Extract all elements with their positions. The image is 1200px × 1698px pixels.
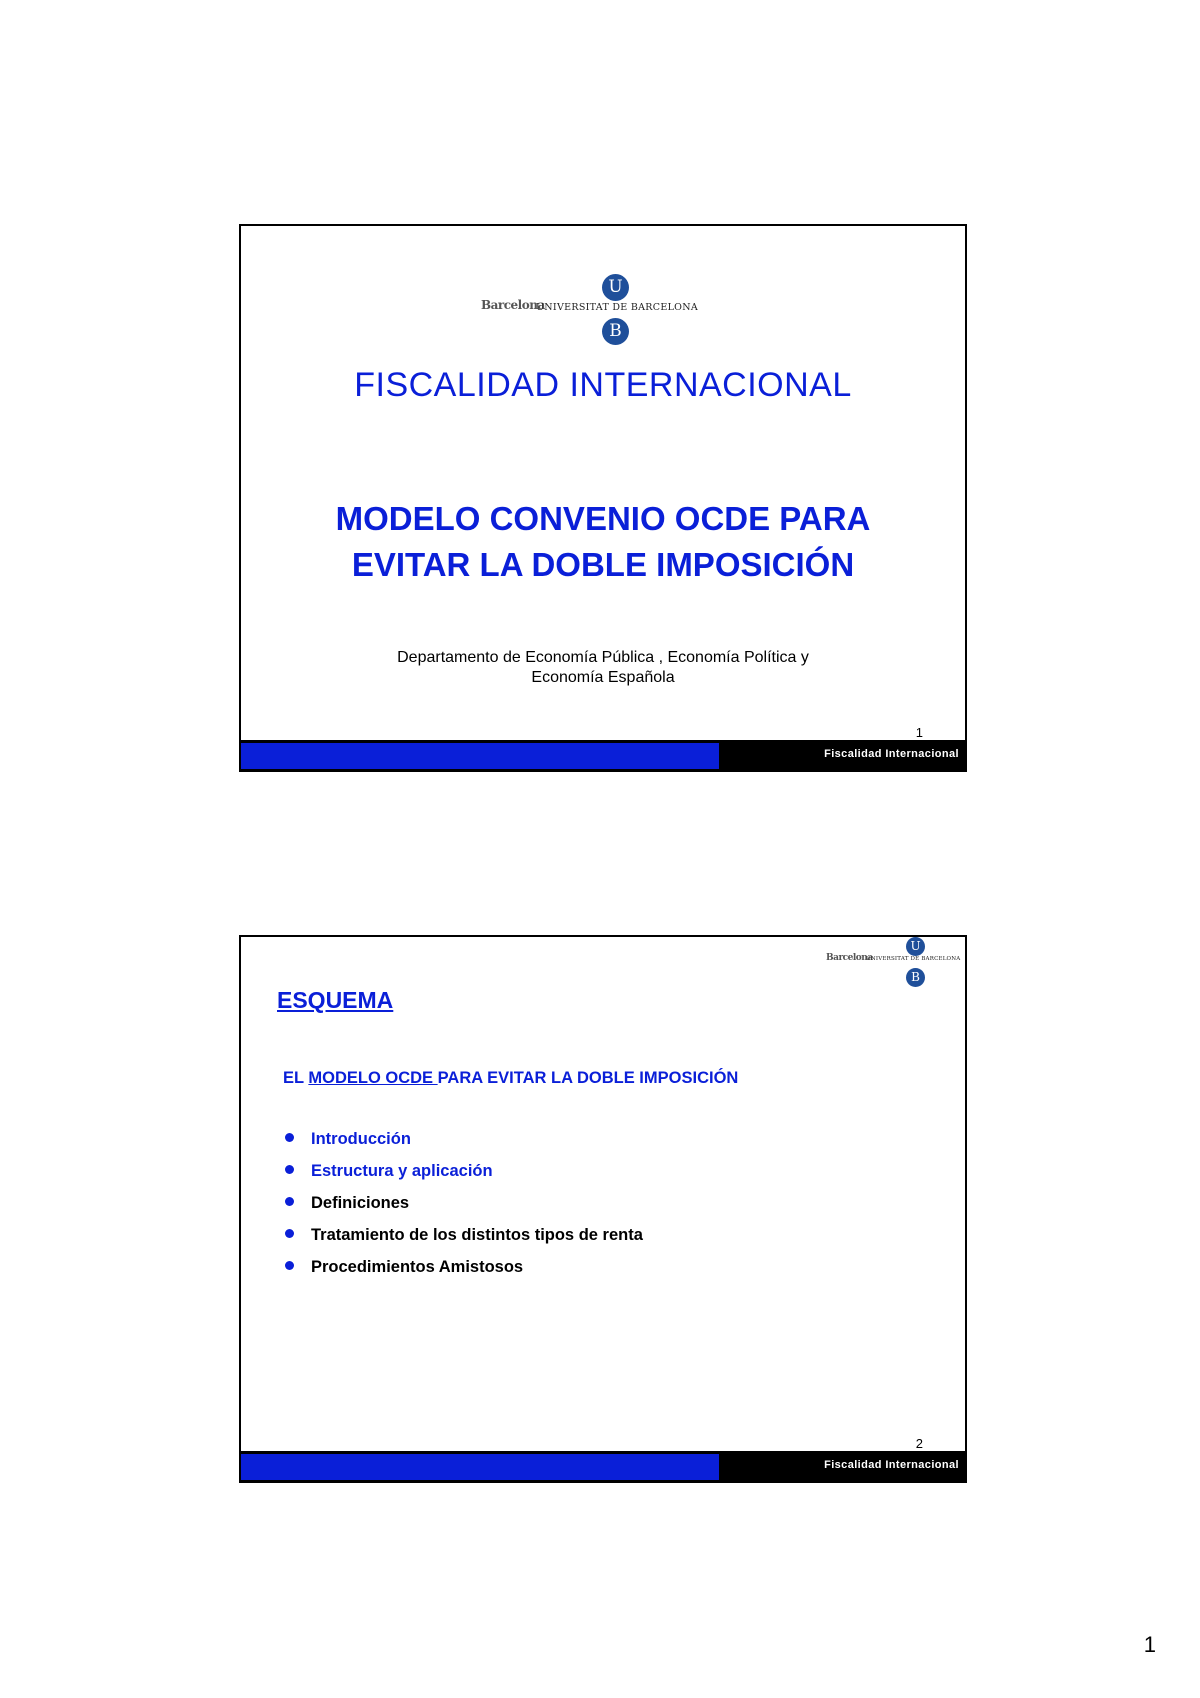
subtitle-line-1: MODELO CONVENIO OCDE PARA bbox=[335, 500, 871, 537]
ub-seal-b-icon: B bbox=[906, 968, 925, 987]
university-logo bbox=[826, 937, 966, 987]
ub-seal-b-icon: B bbox=[602, 318, 629, 345]
barcelona-mark: Barcelona bbox=[826, 953, 873, 963]
footer-label: Fiscalidad Internacional bbox=[824, 1459, 959, 1471]
bullet-dot-icon bbox=[285, 1133, 294, 1142]
slide-number: 1 bbox=[915, 725, 923, 740]
list-item-text: Definiciones bbox=[311, 1194, 410, 1212]
bullet-dot-icon bbox=[285, 1261, 294, 1270]
list-item bbox=[283, 1255, 643, 1287]
list-item-text: Introducción bbox=[311, 1130, 411, 1148]
bullet-dot-icon bbox=[285, 1197, 294, 1206]
list-item bbox=[283, 1127, 643, 1159]
university-name: UNIVERSITAT DE BARCELONA bbox=[536, 302, 699, 313]
ub-seal-u-icon: U bbox=[906, 937, 925, 956]
university-logo bbox=[481, 274, 701, 344]
slide-subtitle bbox=[241, 496, 965, 588]
footer-blue-band bbox=[241, 1454, 719, 1480]
ub-seal-u-icon: U bbox=[602, 274, 629, 301]
list-item bbox=[283, 1223, 643, 1255]
list-item bbox=[283, 1191, 643, 1223]
footer-blue-band bbox=[241, 743, 719, 769]
intro-underlined: MODELO OCDE bbox=[308, 1069, 438, 1087]
department-text bbox=[241, 648, 965, 688]
slide-title: FISCALIDAD INTERNACIONAL bbox=[354, 366, 852, 404]
slide-1 bbox=[239, 224, 967, 772]
bullet-list bbox=[283, 1127, 643, 1287]
list-item-text: Estructura y aplicación bbox=[311, 1162, 493, 1180]
slide-intro bbox=[283, 1069, 738, 1088]
list-item bbox=[283, 1159, 643, 1191]
barcelona-mark: Barcelona bbox=[481, 298, 545, 312]
department-line-2: Economía Española bbox=[531, 669, 675, 686]
intro-suffix: PARA EVITAR LA DOBLE IMPOSICIÓN bbox=[437, 1069, 739, 1087]
slide-2 bbox=[239, 935, 967, 1483]
list-item-text: Procedimientos Amistosos bbox=[311, 1258, 524, 1276]
page-number: 1 bbox=[1143, 1632, 1156, 1657]
bullet-dot-icon bbox=[285, 1165, 294, 1174]
footer-label: Fiscalidad Internacional bbox=[824, 748, 959, 760]
subtitle-line-2: EVITAR LA DOBLE IMPOSICIÓN bbox=[351, 546, 855, 583]
slide-heading: ESQUEMA bbox=[277, 987, 394, 1013]
slide-footer bbox=[241, 1451, 965, 1481]
university-name: UNIVERSITAT DE BARCELONA bbox=[866, 956, 961, 962]
list-item-text: Tratamiento de los distintos tipos de renta bbox=[311, 1226, 643, 1244]
slide-footer bbox=[241, 740, 965, 770]
bullet-dot-icon bbox=[285, 1229, 294, 1238]
intro-prefix: EL bbox=[283, 1069, 309, 1087]
department-line-1: Departamento de Economía Pública , Economía Política y bbox=[397, 649, 809, 666]
slide-number: 2 bbox=[915, 1436, 923, 1451]
